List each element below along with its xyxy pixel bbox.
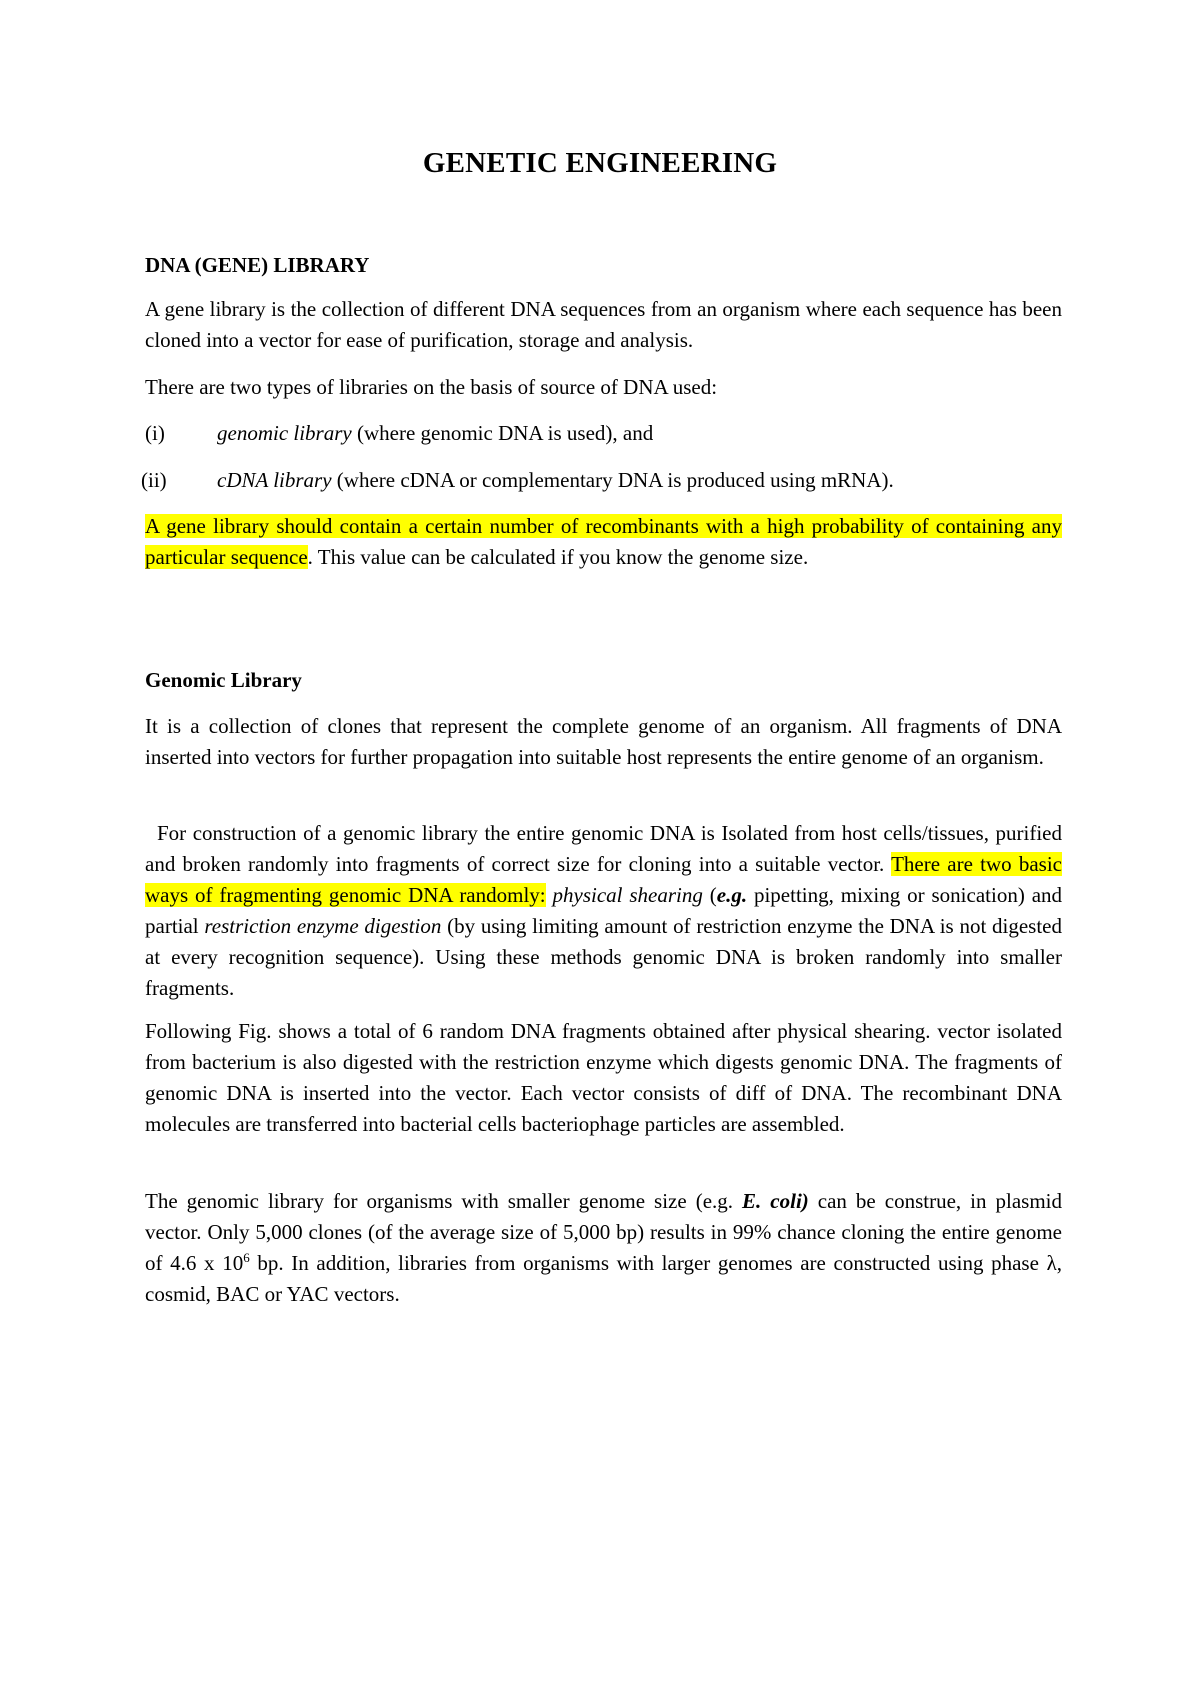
paragraph-text: can be construe, in plasmid vector. Only 5,000 clones (of the average size of 5,000 bp) results in 99% chance cloning the entire genome of 4.6 x 10 [145,1189,1063,1275]
list-number: (ii) [141,468,167,492]
section-heading-genomic-library: Genomic Library [145,668,302,692]
paragraph-library-types-intro: There are two types of libraries on the basis of source of DNA used: [145,375,718,399]
list-description: (where cDNA or complementary DNA is produced using mRNA). [331,468,894,492]
section-heading-dna-library: DNA (GENE) LIBRARY [145,253,370,277]
highlighted-text: There are two basic ways of fragmenting genomic DNA randomly: [145,852,1062,907]
paragraph-text: bp. In addition, libraries from organisms with larger genomes are constructed using phase λ, cosmid, BAC or YAC vectors. [145,1251,1063,1306]
species-name: E. coli) [742,1189,809,1213]
paragraph-figure-description: Following Fig. shows a total of 6 random DNA fragments obtained after physical shearing. vector isolated from bacterium is also digested with the restriction enzyme which digests genomic DNA. The fragments of genomic DNA is inserted into the vector. Each vector consists of diff of DNA. The recombinant DNA molecules are transferred into bacterial cells bacteriophage particles are assembled. [145,1019,1062,1136]
list-description: (where genomic DNA is used), and [351,421,654,445]
paragraph-genome-size [145,1186,1062,1310]
list-text [217,418,653,449]
list-text [217,465,894,496]
list-term: genomic library [217,421,352,445]
paragraph-text: . This value can be calculated if you know the genome size. [307,545,809,569]
bold-italic-text: e.g. [716,883,748,907]
paragraph-text: The genomic library for organisms with smaller genome size (e.g. [145,1189,743,1213]
paragraph-text: ( [702,883,717,907]
paragraph-text: pipetting, mixing or sonication) and partial [145,883,1063,938]
paragraph-genomic-library-construction [145,818,1062,1004]
highlighted-text: A gene library should contain a certain number of recombinants with a high probability of containing any particular sequence [145,514,1062,569]
paragraph-text: For construction of a genomic library the entire genomic DNA is Isolated from host cells/tissues, purified and broken randomly into fragments of correct size for cloning into a suitable vector. [145,821,1062,876]
superscript-exponent: 6 [243,1250,250,1265]
italic-term: physical shearing [545,883,703,907]
italic-term: restriction enzyme digestion [204,914,442,938]
paragraph-genomic-library-definition: It is a collection of clones that represent the complete genome of an organism. All fragments of DNA inserted into vectors for further propagation into suitable host represents the entire genome of an organism. [145,714,1062,769]
paragraph-library-recombinants [145,511,1062,573]
paragraph-gene-library-definition: A gene library is the collection of different DNA sequences from an organism where each sequence has been cloned into a vector for ease of purification, storage and analysis. [145,297,1062,352]
paragraph-text: (by using limiting amount of restriction enzyme the DNA is not digested at every recognition sequence). Using these methods genomic DNA is broken randomly into smaller fragments. [145,914,1063,1000]
list-number: (i) [145,421,165,445]
document-title: GENETIC ENGINEERING [422,147,778,179]
list-term: cDNA library [217,468,332,492]
